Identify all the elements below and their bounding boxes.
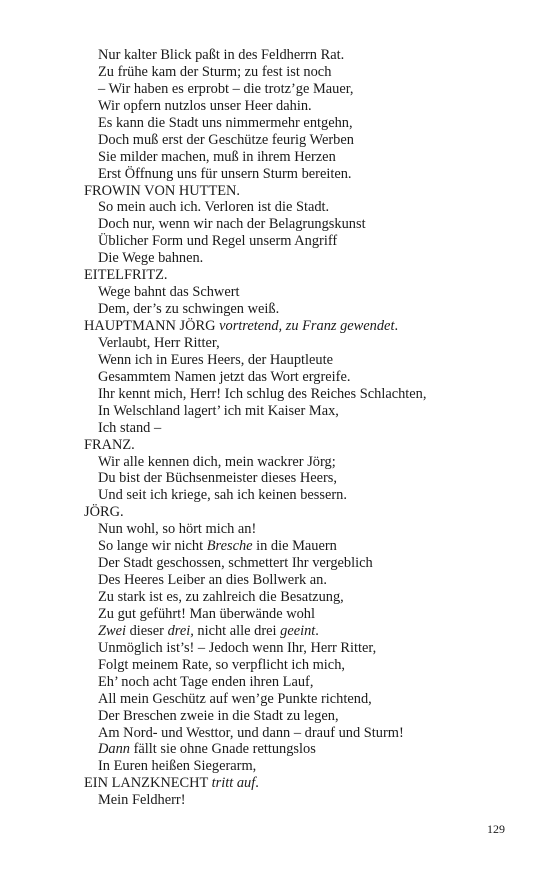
line-text: Doch muß erst der Geschütze feurig Werben xyxy=(98,131,354,148)
line-text: Mein Feldherr! xyxy=(98,792,186,809)
line-text: nicht alle drei xyxy=(193,622,281,639)
line-text: in die Mauern xyxy=(252,538,337,555)
line-text: JÖRG. xyxy=(84,504,124,521)
verse-line xyxy=(84,132,524,149)
speaker-name xyxy=(84,183,524,200)
line-text: Am Nord- und Westtor, und dann – drauf und Sturm! xyxy=(98,724,404,741)
verse-line xyxy=(84,640,524,657)
speaker-name xyxy=(84,267,524,284)
stage-direction-text: tritt auf xyxy=(211,775,256,792)
verse-line xyxy=(84,47,524,64)
line-text: Sie milder machen, muß in ihrem Herzen xyxy=(98,148,336,165)
line-text: Zu stark ist es, zu zahlreich die Besatzung, xyxy=(98,589,344,605)
verse-line xyxy=(84,555,524,572)
page-body xyxy=(84,47,524,809)
verse-line xyxy=(84,166,524,183)
verse-line xyxy=(84,741,524,758)
line-text: dieser xyxy=(126,622,168,639)
line-text: So mein auch ich. Verloren ist die Stadt. xyxy=(98,199,330,216)
line-text: HAUPTMANN JÖRG xyxy=(84,318,220,334)
line-text: . xyxy=(394,318,399,334)
line-text: All mein Geschütz auf wen’ge Punkte richtend, xyxy=(98,690,372,707)
line-text: Verlaubt, Herr Ritter, xyxy=(98,334,220,351)
verse-line xyxy=(84,538,524,555)
verse-line xyxy=(84,301,524,318)
line-text: Gesammtem Namen jetzt das Wort ergreife. xyxy=(98,368,351,385)
line-text: Dem, der’s zu schwingen weiß. xyxy=(98,301,280,318)
verse-line xyxy=(84,149,524,166)
stage-direction-text: Bresche xyxy=(206,538,253,555)
line-text: Die Wege bahnen. xyxy=(98,250,204,267)
line-text: Folgt meinem Rate, so verpflicht ich mich, xyxy=(98,656,345,673)
verse-line xyxy=(84,725,524,742)
verse-line xyxy=(84,216,524,233)
verse-line xyxy=(84,606,524,623)
line-text: FRANZ. xyxy=(84,436,135,453)
line-text: Des Heeres Leiber an dies Bollwerk an. xyxy=(98,572,327,589)
line-text: Zu gut geführt! Man überwände wohl xyxy=(98,605,315,622)
verse-line xyxy=(84,335,524,352)
verse-line xyxy=(84,758,524,775)
verse-line xyxy=(84,589,524,606)
verse-line xyxy=(84,81,524,98)
line-text: . xyxy=(315,622,319,639)
stage-direction-text: geeint xyxy=(280,622,316,639)
line-text: Nur kalter Blick paßt in des Feldherrn Rat. xyxy=(98,47,345,63)
verse-line xyxy=(84,521,524,538)
verse-line xyxy=(84,115,524,132)
line-text: Der Breschen zweie in die Stadt zu legen, xyxy=(98,707,339,724)
line-text: Du bist der Büchsenmeister dieses Heers, xyxy=(98,470,337,487)
verse-line xyxy=(84,403,524,420)
line-text: Wir opfern nutzlos unser Heer dahin. xyxy=(98,97,312,114)
line-text: – Wir haben es erprobt – die trotz’ge Mauer, xyxy=(98,80,354,97)
line-text: Ihr kennt mich, Herr! Ich schlug des Reiches Schlachten, xyxy=(98,385,427,402)
verse-line xyxy=(84,250,524,267)
speaker-name xyxy=(84,318,524,335)
stage-direction-text: Zwei xyxy=(98,622,126,639)
stage-direction-text: drei, xyxy=(167,622,194,639)
verse-line xyxy=(84,623,524,640)
line-text: Üblicher Form und Regel unserm Angriff xyxy=(98,233,338,250)
speaker-name xyxy=(84,775,524,792)
line-text: In Welschland lagert’ ich mit Kaiser Max, xyxy=(98,402,339,419)
verse-line xyxy=(84,487,524,504)
line-text: . xyxy=(255,775,259,792)
line-text: Wege bahnt das Schwert xyxy=(98,284,240,301)
verse-line xyxy=(84,454,524,471)
verse-line xyxy=(84,792,524,809)
line-text: Es kann die Stadt uns nimmermehr entgehn, xyxy=(98,114,353,131)
speaker-name xyxy=(84,504,524,521)
line-text: Zu frühe kam der Sturm; zu fest ist noch xyxy=(98,63,332,80)
verse-line xyxy=(84,284,524,301)
verse-line xyxy=(84,64,524,81)
verse-line xyxy=(84,98,524,115)
line-text: Wenn ich in Eures Heers, der Hauptleute xyxy=(98,351,333,368)
line-text: Eh’ noch acht Tage enden ihren Lauf, xyxy=(98,673,314,690)
verse-line xyxy=(84,691,524,708)
line-text: EIN LANZKNECHT xyxy=(84,775,212,792)
stage-direction-text: Dann xyxy=(98,741,130,758)
verse-line xyxy=(84,233,524,250)
line-text: Wir alle kennen dich, mein wackrer Jörg; xyxy=(98,453,336,470)
line-text: FROWIN VON HUTTEN. xyxy=(84,182,241,199)
line-text: EITELFRITZ. xyxy=(84,267,168,284)
line-text: Doch nur, wenn wir nach der Belagrungskunst xyxy=(98,216,366,233)
line-text: Erst Öffnung uns für unsern Sturm bereiten. xyxy=(98,165,352,182)
verse-line xyxy=(84,199,524,216)
page-number: 129 xyxy=(487,822,505,836)
verse-line xyxy=(84,369,524,386)
stage-direction-text: vortretend, zu Franz gewendet xyxy=(219,318,395,334)
verse-line xyxy=(84,470,524,487)
line-text: fällt sie ohne Gnade rettungslos xyxy=(129,741,316,758)
verse-line xyxy=(84,657,524,674)
verse-line xyxy=(84,572,524,589)
line-text: In Euren heißen Siegerarm, xyxy=(98,758,257,775)
verse-line xyxy=(84,352,524,369)
verse-line xyxy=(84,420,524,437)
verse-line xyxy=(84,386,524,403)
line-text: Unmöglich ist’s! – Jedoch wenn Ihr, Herr Ritter, xyxy=(98,639,377,656)
verse-line xyxy=(84,708,524,725)
speaker-name xyxy=(84,437,524,454)
line-text: So lange wir nicht xyxy=(98,538,207,555)
line-text: Nun wohl, so hört mich an! xyxy=(98,521,257,538)
line-text: Und seit ich kriege, sah ich keinen bessern. xyxy=(98,487,347,504)
line-text: Ich stand – xyxy=(98,419,162,436)
line-text: Der Stadt geschossen, schmettert Ihr vergeblich xyxy=(98,555,373,572)
verse-line xyxy=(84,674,524,691)
